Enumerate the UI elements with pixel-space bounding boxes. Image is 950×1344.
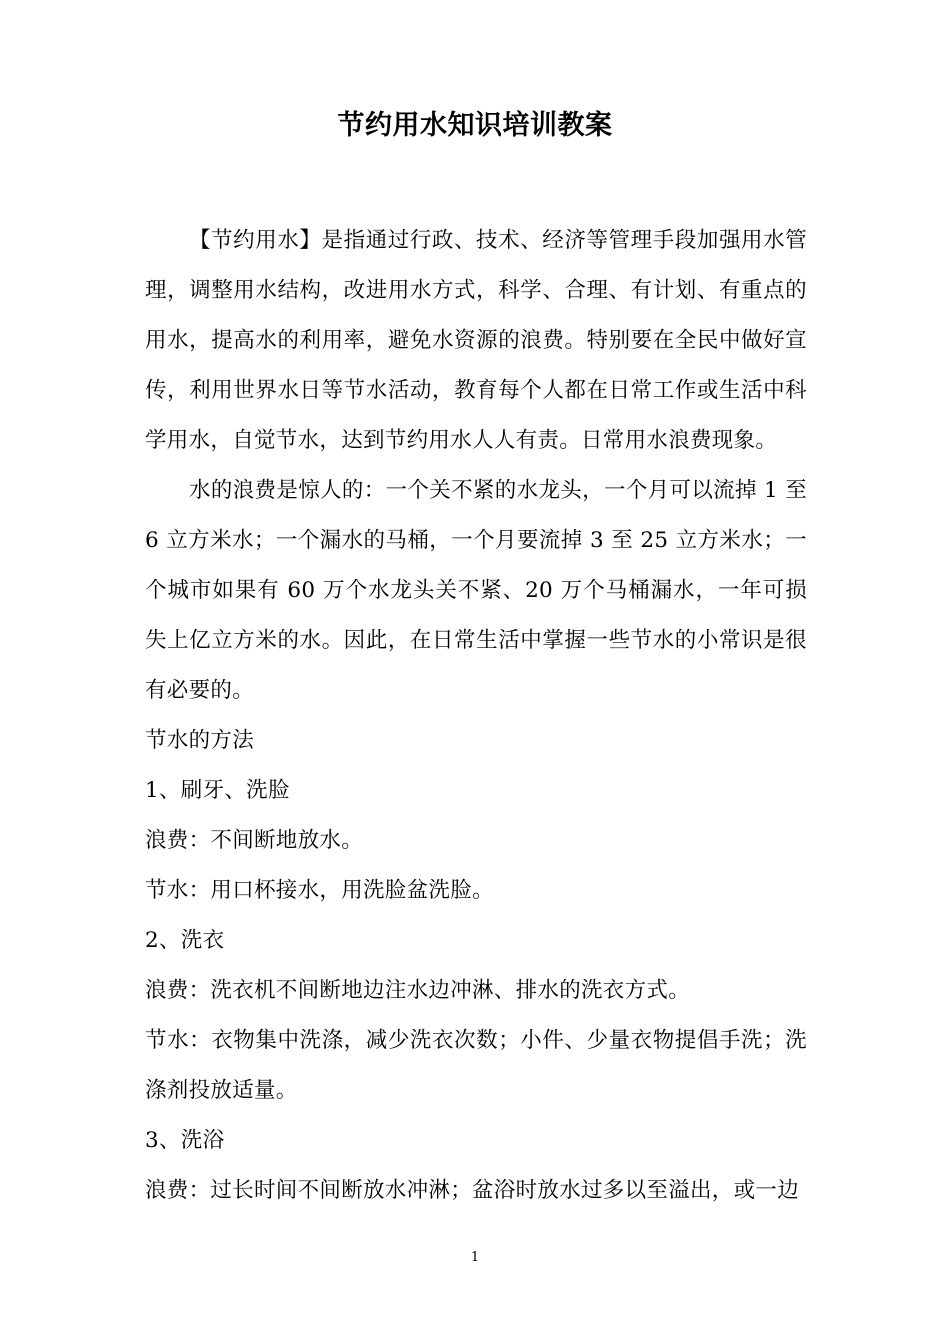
document-body <box>145 216 807 1216</box>
item-waste-laundry: 浪费：洗衣机不间断地边注水边冲淋、排水的洗衣方式。 <box>145 978 691 1003</box>
page-number: 1 <box>470 1250 480 1265</box>
paragraph-waste-facts: 水的浪费是惊人的：一个关不紧的水龙头，一个月可以流掉 1 至 6 立方米水；一个漏水的马桶，一个月要流掉 3 至 25 立方米水；一个城市如果有 60 万个水龙头关不紧、20 万个马桶漏水，一年可损失上亿立方米的水。因此，在日常生活中掌握一些节水的小常识是很有必要的。 <box>145 478 807 703</box>
paragraph-definition: 【节约用水】是指通过行政、技术、经济等管理手段加强用水管理，调整用水结构，改进用水方式，科学、合理、有计划、有重点的用水，提高水的利用率，避免水资源的浪费。特别要在全民中做好宣传，利用世界水日等节水活动，教育每个人都在日常工作或生活中科学用水，自觉节水，达到节约用水人人有责。日常用水浪费现象。 <box>145 228 807 453</box>
document-title: 节约用水知识培训教案 <box>337 110 613 141</box>
section-heading-methods: 节水的方法 <box>145 728 255 753</box>
item-save-laundry: 节水：衣物集中洗涤，减少洗衣次数；小件、少量衣物提倡手洗；洗涤剂投放适量。 <box>145 1028 807 1103</box>
item-waste-bathing: 浪费：过长时间不间断放水冲淋；盆浴时放水过多以至溢出，或一边 <box>145 1178 800 1203</box>
item-save-brushing: 节水：用口杯接水，用洗脸盆洗脸。 <box>145 878 494 903</box>
item-heading-brushing: 1、刷牙、洗脸 <box>145 778 290 803</box>
item-heading-bathing: 3、洗浴 <box>145 1128 225 1153</box>
item-waste-brushing: 浪费：不间断地放水。 <box>145 828 364 853</box>
item-heading-laundry: 2、洗衣 <box>145 928 225 953</box>
